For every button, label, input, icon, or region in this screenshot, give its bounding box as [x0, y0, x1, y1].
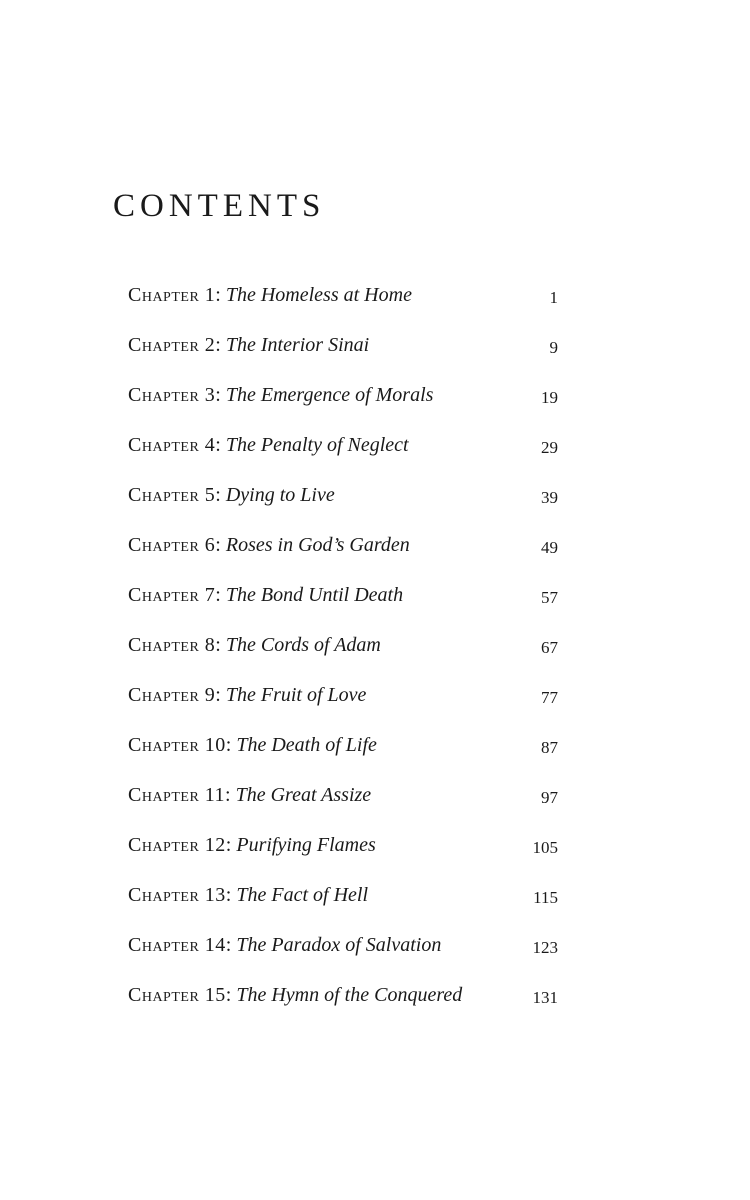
chapter-label: Chapter 13 [128, 884, 226, 906]
page-number: 77 [541, 688, 558, 707]
toc-entry-8[interactable]: Chapter 8: The Cords of Adam 67 [128, 630, 560, 680]
chapter-label: Chapter 15 [128, 984, 226, 1006]
chapter-title: The Penalty of Neglect [225, 434, 409, 456]
toc-entry-3[interactable]: Chapter 3: The Emergence of Morals 19 [128, 380, 560, 430]
chapter-label: Chapter 11 [128, 784, 226, 806]
chapter-label: Chapter 6 [128, 534, 216, 556]
table-of-contents [128, 280, 560, 1030]
chapter-title: The Fact of Hell [236, 884, 368, 906]
chapter-title: Roses in God’s Garden [225, 534, 410, 556]
chapter-title: Dying to Live [225, 484, 335, 506]
toc-entry-11[interactable]: Chapter 11: The Great Assize 97 [128, 780, 560, 830]
toc-entry-10[interactable]: Chapter 10: The Death of Life 87 [128, 730, 560, 780]
toc-entry-12[interactable]: Chapter 12: Purifying Flames 105 [128, 830, 560, 880]
chapter-label: Chapter 1 [128, 284, 216, 306]
page-number: 49 [541, 538, 558, 557]
page-number: 57 [541, 588, 558, 607]
toc-entry-14[interactable]: Chapter 14: The Paradox of Salvation 123 [128, 930, 560, 980]
page-number: 123 [532, 938, 558, 957]
chapter-title: The Great Assize [235, 784, 372, 806]
chapter-label: Chapter 9 [128, 684, 216, 706]
chapter-label: Chapter 3 [128, 384, 216, 406]
chapter-label: Chapter 7 [128, 584, 216, 606]
toc-entry-9[interactable]: Chapter 9: The Fruit of Love 77 [128, 680, 560, 730]
page-number: 1 [549, 288, 558, 307]
page-number: 97 [541, 788, 558, 807]
page-number: 19 [541, 388, 558, 407]
chapter-label: Chapter 5 [128, 484, 216, 506]
page-number: 105 [532, 838, 558, 857]
toc-entry-7[interactable]: Chapter 7: The Bond Until Death 57 [128, 580, 560, 630]
page-number: 131 [532, 988, 558, 1007]
page-number: 9 [549, 338, 558, 357]
chapter-label: Chapter 10 [128, 734, 226, 756]
chapter-label: Chapter 2 [128, 334, 216, 356]
chapter-label: Chapter 4 [128, 434, 216, 456]
toc-entry-4[interactable]: Chapter 4: The Penalty of Neglect 29 [128, 430, 560, 480]
chapter-title: The Cords of Adam [225, 634, 381, 656]
chapter-title: Purifying Flames [236, 834, 376, 856]
chapter-title: The Bond Until Death [225, 584, 404, 606]
chapter-title: The Homeless at Home [225, 284, 412, 306]
chapter-title: The Hymn of the Conquered [236, 984, 463, 1006]
chapter-title: The Fruit of Love [225, 684, 367, 706]
chapter-label: Chapter 14 [128, 934, 226, 956]
page-title: CONTENTS [113, 188, 326, 224]
toc-entry-5[interactable]: Chapter 5: Dying to Live 39 [128, 480, 560, 530]
page-number: 115 [533, 888, 558, 907]
chapter-label: Chapter 8 [128, 634, 216, 656]
toc-entry-15[interactable]: Chapter 15: The Hymn of the Conquered 131 [128, 980, 560, 1030]
chapter-label: Chapter 12 [128, 834, 226, 856]
chapter-title: The Interior Sinai [225, 334, 370, 356]
page-number: 29 [541, 438, 558, 457]
chapter-title: The Death of Life [236, 734, 377, 756]
chapter-title: The Emergence of Morals [225, 384, 434, 406]
toc-entry-1[interactable]: Chapter 1: The Homeless at Home 1 [128, 280, 560, 330]
toc-entry-13[interactable]: Chapter 13: The Fact of Hell 115 [128, 880, 560, 930]
toc-entry-6[interactable]: Chapter 6: Roses in God’s Garden 49 [128, 530, 560, 580]
page-number: 67 [541, 638, 558, 657]
page-number: 39 [541, 488, 558, 507]
chapter-title: The Paradox of Salvation [236, 934, 442, 956]
toc-entry-2[interactable]: Chapter 2: The Interior Sinai 9 [128, 330, 560, 380]
page-number: 87 [541, 738, 558, 757]
